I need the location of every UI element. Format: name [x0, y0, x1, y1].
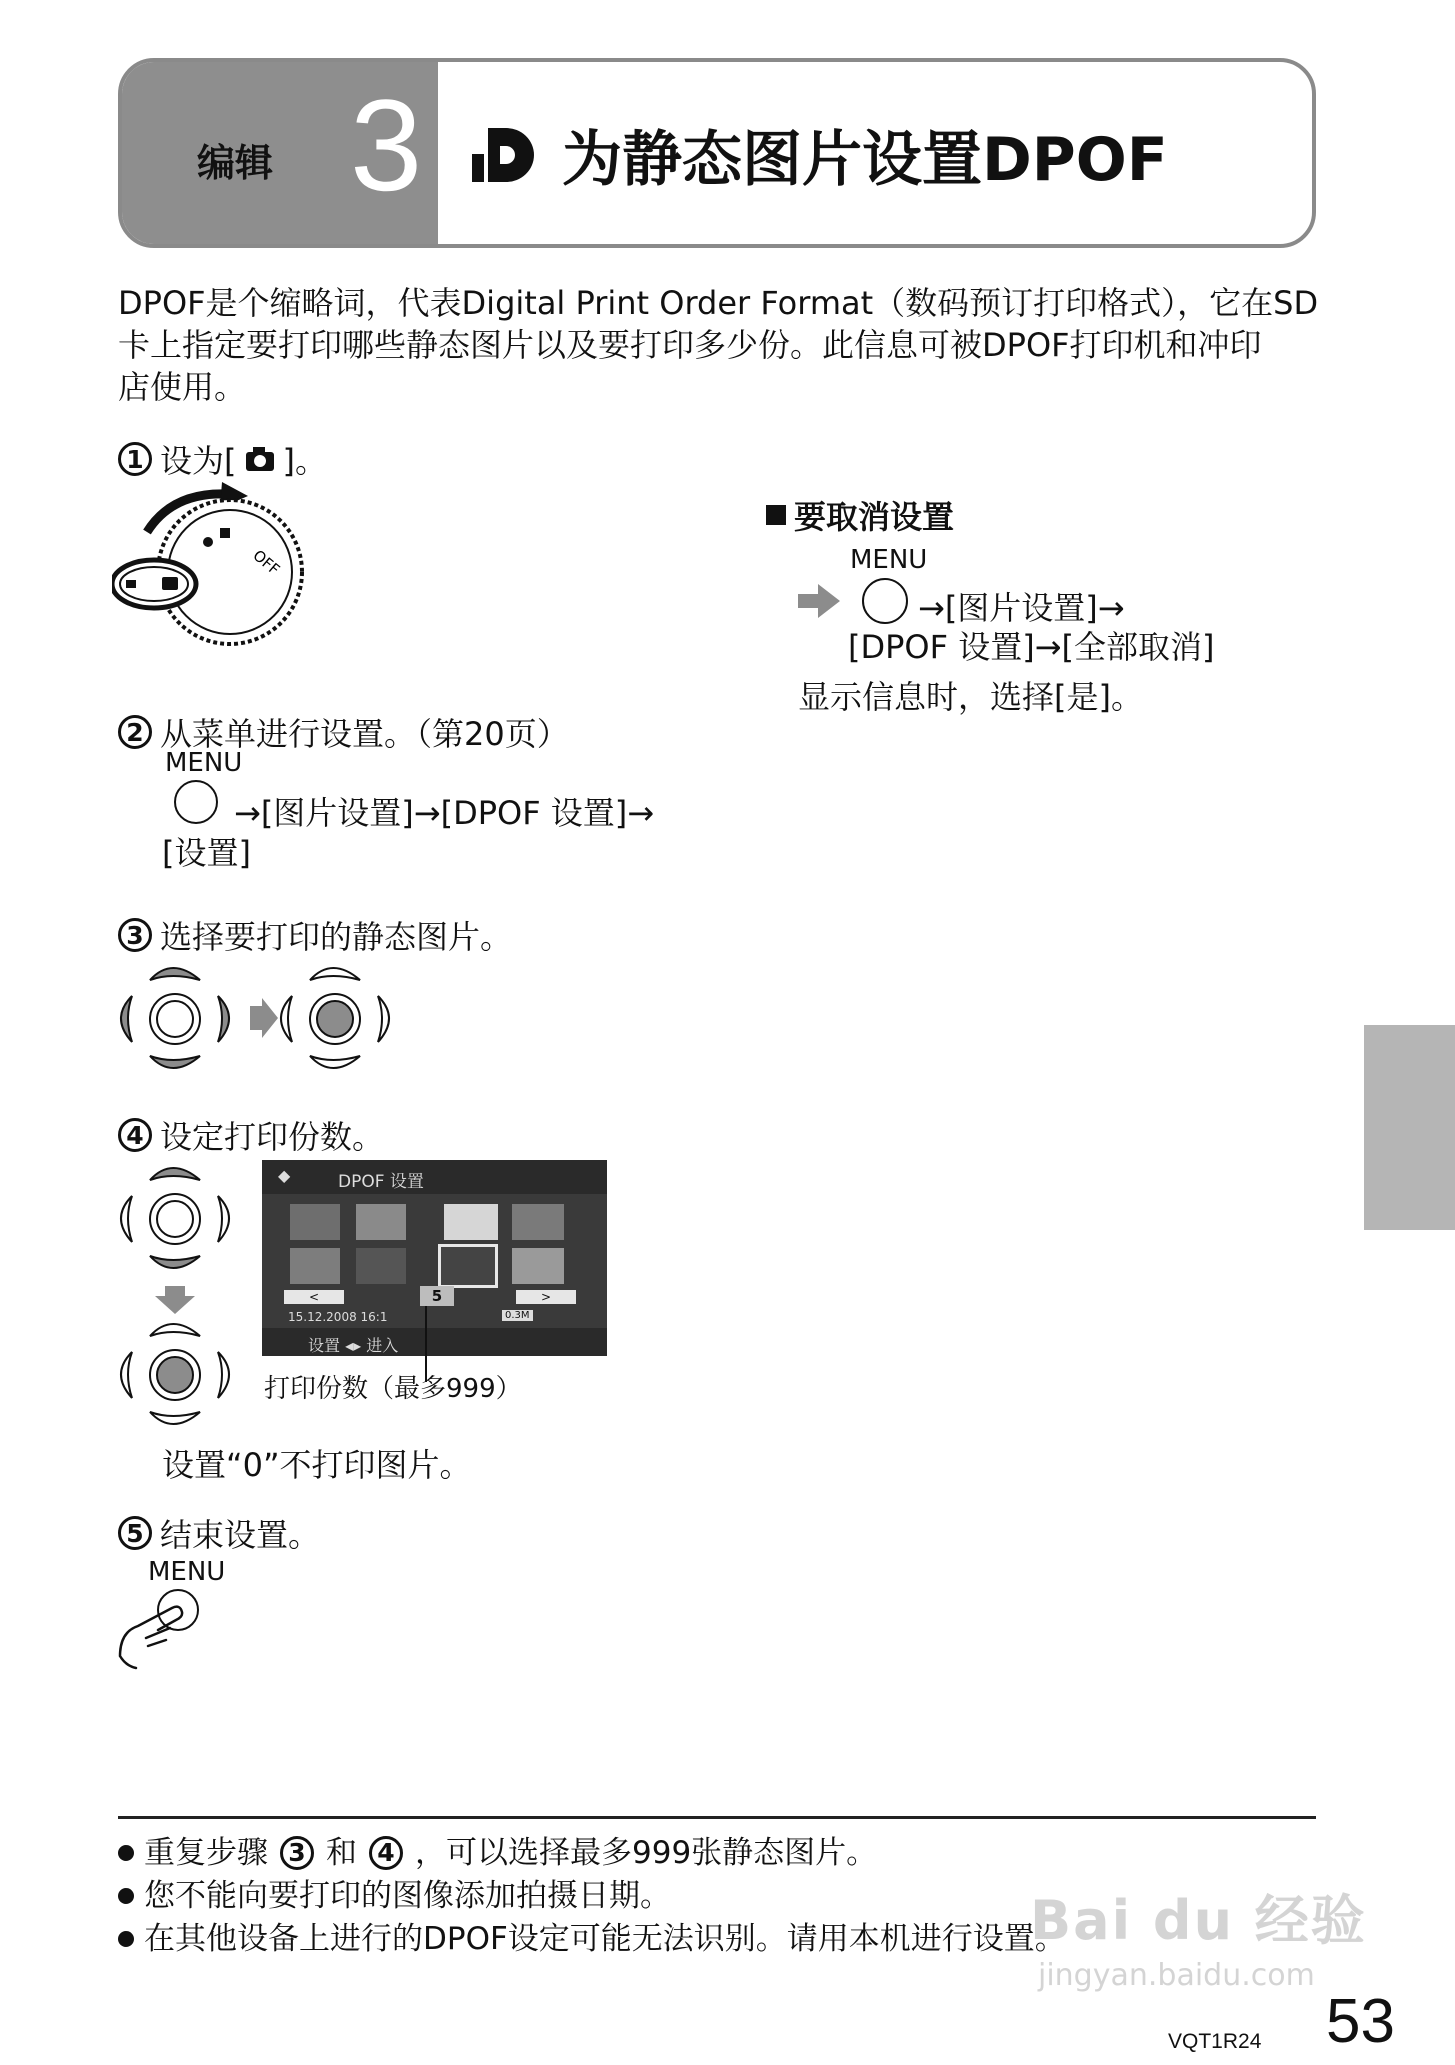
thumbnail-selected[interactable] [438, 1244, 498, 1288]
step-text: 设为[ [160, 442, 237, 480]
screen-date: 15.12.2008 16:1 [288, 1310, 388, 1324]
menu-button[interactable] [174, 780, 218, 824]
note-text: 和 [326, 1835, 357, 1871]
intro-line: 店使用。 [118, 368, 247, 406]
joystick-diagram [112, 958, 412, 1078]
side-tab [1364, 1025, 1455, 1230]
bullet-dot [118, 1845, 134, 1861]
step-text: 从菜单进行设置。（第20页） [160, 715, 569, 753]
cancel-note: 显示信息时，选择[是]。 [798, 678, 1143, 716]
step-ref: 4 [369, 1836, 403, 1870]
mode-dial [112, 482, 312, 662]
arrow-right-icon [798, 584, 840, 618]
intro-line: 卡上指定要打印哪些静态图片以及要打印多少份。此信息可被DPOF打印机和冲印 [118, 326, 1262, 364]
divider [118, 1816, 1316, 1819]
menu-label: MENU [165, 748, 243, 778]
screen-title: DPOF 设置 [338, 1172, 424, 1192]
print-count-callout: 打印份数（最多999） [264, 1374, 522, 1404]
menu-label: MENU [850, 545, 928, 575]
step-text: 选择要打印的静态图片。 [160, 918, 513, 956]
dpof-icon [470, 124, 540, 186]
step-1 [118, 436, 327, 482]
note-item [118, 1875, 671, 1917]
cancel-path: →[图片设置]→ [918, 589, 1125, 627]
step-number: 2 [118, 715, 152, 749]
menu-button[interactable] [862, 578, 908, 624]
menu-label: MENU [148, 1557, 226, 1587]
section-label: 编辑 [197, 141, 274, 185]
thumbnail[interactable] [444, 1204, 498, 1240]
prev-button[interactable]: < [284, 1290, 344, 1304]
header-banner [118, 58, 1316, 248]
thumbnail[interactable] [356, 1248, 406, 1284]
step-number: 1 [118, 442, 152, 476]
note-text: 重复步骤 [144, 1835, 268, 1871]
finger-press-icon [116, 1586, 212, 1672]
section-number: 3 [350, 72, 423, 218]
camera-mode-icon [245, 446, 275, 472]
thumbnail[interactable] [512, 1248, 564, 1284]
intro-paragraph [118, 282, 1328, 408]
note-text: 在其他设备上进行的DPOF设定可能无法识别。请用本机进行设置。 [144, 1921, 1066, 1957]
thumbnail[interactable] [290, 1248, 340, 1284]
cancel-path: [DPOF 设置]→[全部取消] [848, 628, 1215, 666]
step-number: 5 [118, 1516, 152, 1550]
note-text: 您不能向要打印的图像添加拍摄日期。 [144, 1878, 671, 1914]
camera-screen [262, 1160, 607, 1356]
screen-bottombar [262, 1328, 607, 1356]
step-number: 3 [118, 918, 152, 952]
thumbnail[interactable] [290, 1204, 340, 1240]
step-text: 设定打印份数。 [160, 1118, 385, 1156]
screen-bottom-text: 设置 ◂▸ 进入 [308, 1336, 399, 1355]
watermark-logo: Bai du 经验 [1030, 1889, 1367, 1952]
joystick-updown-diagram [112, 1158, 242, 1438]
menu-path: →[图片设置]→[DPOF 设置]→ [234, 794, 655, 832]
intro-line: DPOF是个缩略词，代表Digital Print Order Format（数码预订打印格式），它在SD [118, 284, 1319, 322]
bullet-dot [118, 1888, 134, 1904]
step-text: ]。 [282, 442, 327, 480]
menu-path: [设置] [162, 834, 251, 872]
note-text: ，可以选择最多999张静态图片。 [415, 1835, 878, 1871]
print-count: 5 [420, 1286, 454, 1306]
dial-off-label: OFF [249, 546, 284, 579]
step-ref: 3 [280, 1836, 314, 1870]
cancel-heading [766, 492, 954, 538]
cancel-heading-text: 要取消设置 [794, 498, 955, 536]
screen-size: 0.3M [502, 1310, 533, 1321]
bullet-dot [118, 1931, 134, 1947]
model-code: VQT1R24 [1168, 2030, 1262, 2053]
screen-titlebar [262, 1160, 607, 1194]
step-text: 结束设置。 [160, 1516, 321, 1554]
page-title-text: 为静态图片设置DPOF [562, 125, 1168, 195]
screen-icon: ◆ [278, 1166, 291, 1185]
step-4 [118, 1112, 384, 1158]
note-item [118, 1832, 877, 1874]
page-number: 53 [1326, 1987, 1395, 2056]
thumbnail[interactable] [356, 1204, 406, 1240]
thumbnail[interactable] [512, 1204, 564, 1240]
step-number: 4 [118, 1118, 152, 1152]
page-title [470, 112, 1168, 198]
step-note: 设置“0”不打印图片。 [162, 1446, 472, 1484]
step-5 [118, 1510, 320, 1556]
watermark-url: jingyan.baidu.com [1038, 1958, 1315, 1993]
next-button[interactable]: > [516, 1290, 576, 1304]
note-item [118, 1918, 1066, 1960]
step-3 [118, 912, 512, 958]
square-bullet [766, 505, 786, 525]
